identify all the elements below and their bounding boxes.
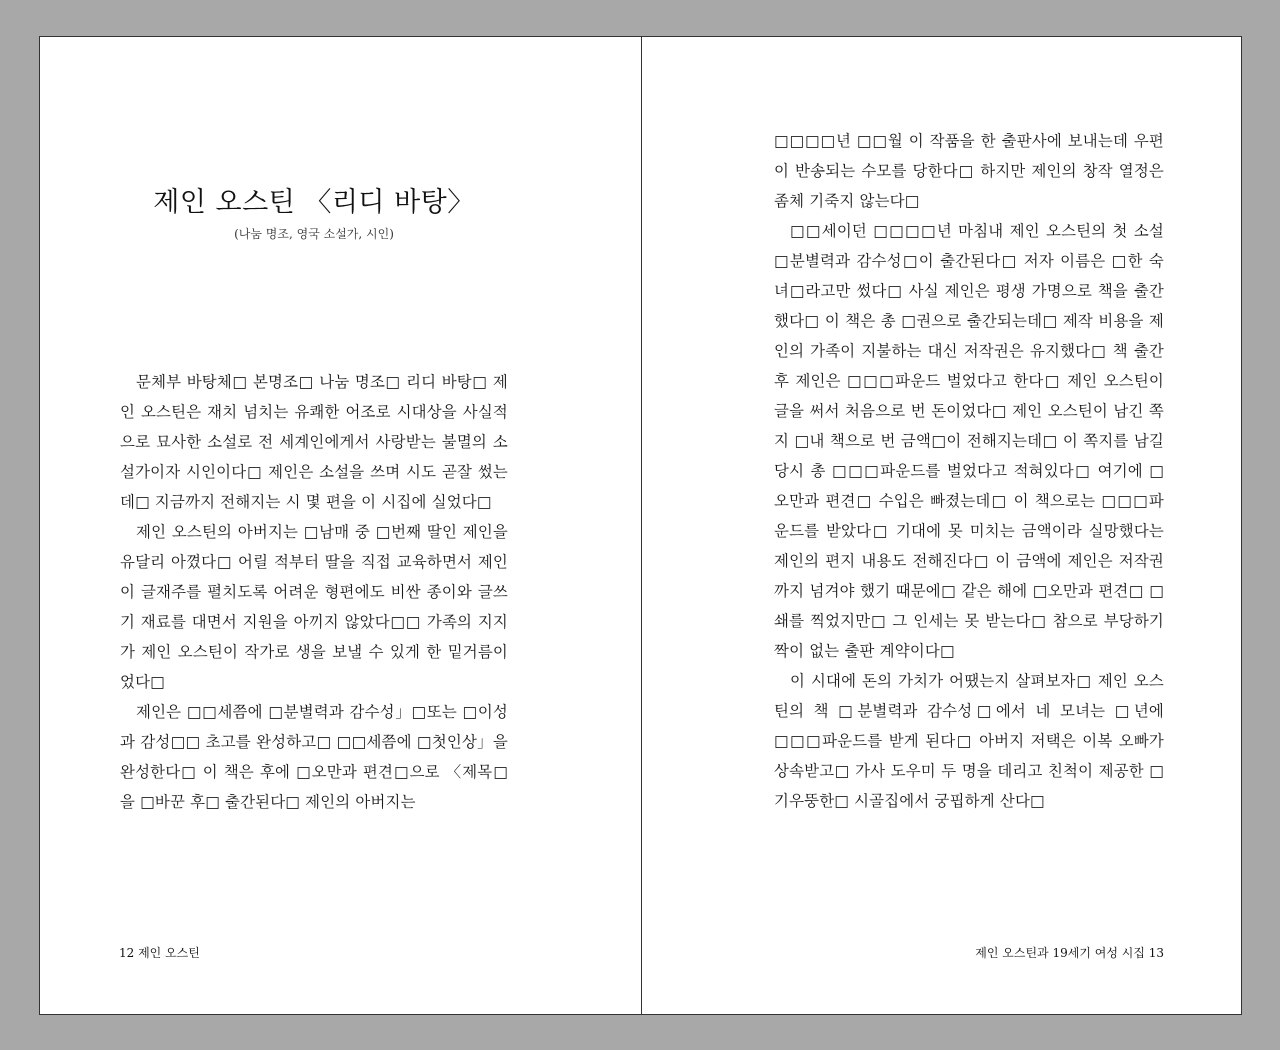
left-body-text [120, 367, 508, 817]
title-block [120, 187, 508, 242]
page-title: 제인 오스틴 〈리디 바탕〉 [153, 187, 475, 218]
paragraph: 제인 오스틴의 아버지는 □남매 중 □번째 딸인 제인을 유달리 아꼈다□ 어릴 적부터 딸을 직접 교육하면서 제인이 글재주를 펼치도록 어려운 형편에도 비싼 종이와 글쓰기 재료를 대면서 지원을 아끼지 않았다□□ 가족의 지지가 제인 오스틴이 작가로 생을 보낼 수 있게 한 밑거름이었다□ [120, 523, 508, 691]
page-subtitle: (나눔 명조, 영국 소설가, 시인) [234, 227, 394, 242]
right-body-text [774, 126, 1164, 816]
paragraph: 이 시대에 돈의 가치가 어땠는지 살펴보자□ 제인 오스틴의 책 □분별력과 감수성□에서 네 모녀는 □년에 □□□파운드를 받게 된다□ 아버지 저택은 이복 오빠가 상속받고□ 가사 도우미 두 명을 데리고 친척이 제공한 □기우뚱한□ 시골집에서 궁핍하게 산다□ [774, 672, 1164, 810]
paragraph: □□세이던 □□□□년 마침내 제인 오스틴의 첫 소설 □분별력과 감수성□이 출간된다□ 저자 이름은 □한 숙녀□라고만 썼다□ 사실 제인은 평생 가명으로 책을 출간했다□ 이 책은 총 □권으로 출간되는데□ 제작 비용을 제인의 가족이 지불하는 대신 저작권은 유지했다□ 책 출간 후 제인은 □□□파운드 벌었다고 한다□ 제인 오스틴이 글을 써서 처음으로 번 돈이었다□ 제인 오스틴이 남긴 쪽지 □내 책으로 번 금액□이 전해지는데□ 이 쪽지를 남길 당시 총 □□□파운드를 벌었다고 적혀있다□ 여기에 □오만과 편견□ 수입은 빠졌는데□ 이 책으로는 □□□파운드를 받았다□ 기대에 못 미치는 금액이라 실망했다는 제인의 편지 내용도 전해진다□ 이 금액에 제인은 저작권까지 넘겨야 했기 때문에□ 같은 해에 □오만과 편견□ □쇄를 찍었지만□ 그 인세는 못 받는다□ 참으로 부당하기 짝이 없는 출판 계약이다□ [774, 222, 1164, 660]
paragraph: 문체부 바탕체□ 본명조□ 나눔 명조□ 리디 바탕□ 제인 오스틴은 재치 넘치는 유쾌한 어조로 시대상을 사실적으로 묘사한 소설로 전 세계인에게서 사랑받는 불멸의 소설가이자 시인이다□ 제인은 소설을 쓰며 시도 곧잘 썼는데□ 지금까지 전해지는 시 몇 편을 이 시집에 실었다□ [120, 373, 508, 511]
left-page-footer: 12 제인 오스틴 [119, 946, 200, 960]
left-page [40, 37, 641, 1014]
paragraph: 제인은 □□세쯤에 □분별력과 감수성」□또는 □이성과 감성□□ 초고를 완성하고□ □□세쯤에 □첫인상」을 완성한다□ 이 책은 후에 □오만과 편견□으로 〈제목□을 □바꾼 후□ 출간된다□ 제인의 아버지는 [120, 703, 508, 811]
right-page [642, 37, 1242, 1014]
book-spread [39, 36, 1242, 1015]
paragraph: □□□□년 □□월 이 작품을 한 출판사에 보내는데 우편이 반송되는 수모를 당한다□ 하지만 제인의 창작 열정은 좀체 기죽지 않는다□ [774, 132, 1164, 210]
right-page-footer: 제인 오스틴과 19세기 여성 시집 13 [975, 946, 1164, 960]
